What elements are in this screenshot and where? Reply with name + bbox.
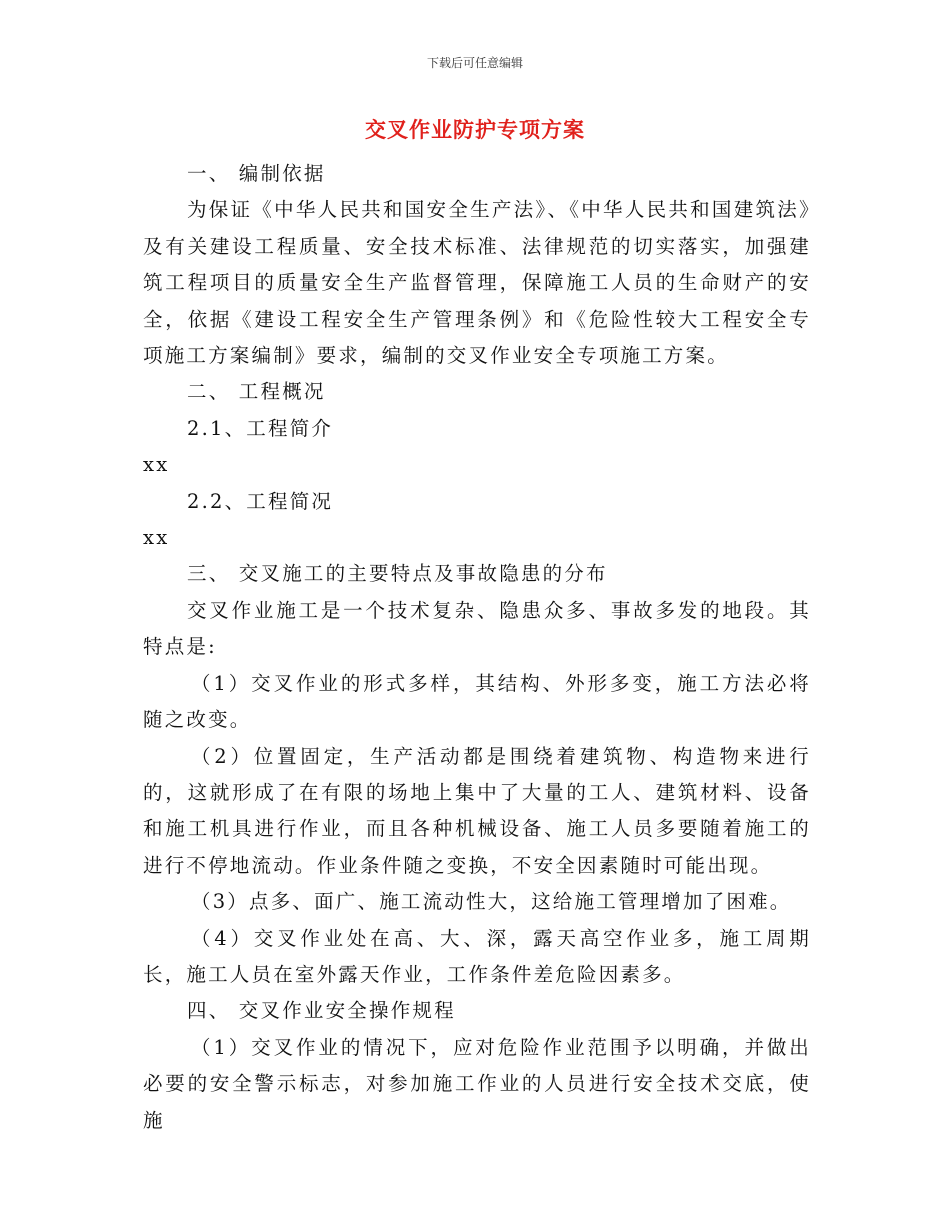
section-3-item: （2）位置固定，生产活动都是围绕着建筑物、构造物来进行的，这就形成了在有限的场地上集中了大量的工人、建筑材料、设备和施工机具进行作业，而且各种机械设备、施工人员多要随着施工的进行不停地流动。作业条件随之变换，不安全因素随时可能出现。 [143, 744, 811, 877]
section-4-item: （1）交叉作业的情况下，应对危险作业范围予以明确，并做出必要的安全警示标志，对参加施工作业的人员进行安全技术交底，使施 [143, 1035, 811, 1132]
subsection-2-1-heading: 2.1、工程简介 [187, 416, 334, 440]
subsection-2-2-heading: 2.2、工程简况 [187, 489, 334, 513]
section-3-item: （1）交叉作业的形式多样，其结构、外形多变，施工方法必将随之改变。 [143, 671, 811, 732]
section-2-heading: 二、 工程概况 [187, 380, 326, 404]
section-3-heading: 三、 交叉施工的主要特点及事故隐患的分布 [187, 562, 608, 586]
document-body [143, 156, 811, 1139]
page-header-note: 下载后可任意编辑 [426, 56, 523, 70]
section-4-heading: 四、 交叉作业安全操作规程 [187, 999, 456, 1023]
subsection-2-2-body: xx [143, 526, 170, 550]
section-3-intro: 交叉作业施工是一个技术复杂、隐患众多、事故多发的地段。其特点是: [143, 598, 811, 659]
section-3-item: （4）交叉作业处在高、大、深，露天高空作业多，施工周期长，施工人员在室外露天作业，工作条件差危险因素多。 [143, 926, 811, 986]
subsection-2-1-body: xx [143, 453, 170, 477]
section-1-paragraph: 为保证《中华人民共和国安全生产法》、《中华人民共和国建筑法》及有关建设工程质量、安全技术标准、法律规范的切实落实，加强建筑工程项目的质量安全生产监督管理，保障施工人员的生命财产的安全，依据《建设工程安全生产管理条例》和《危险性较大工程安全专项施工方案编制》要求，编制的交叉作业安全专项施工方案。 [143, 198, 811, 368]
section-1-heading: 一、 编制依据 [187, 162, 326, 185]
document-title: 交叉作业防护专项方案 [365, 118, 585, 142]
section-3-item: （3）点多、面广、施工流动性大，这给施工管理增加了困难。 [191, 890, 792, 914]
